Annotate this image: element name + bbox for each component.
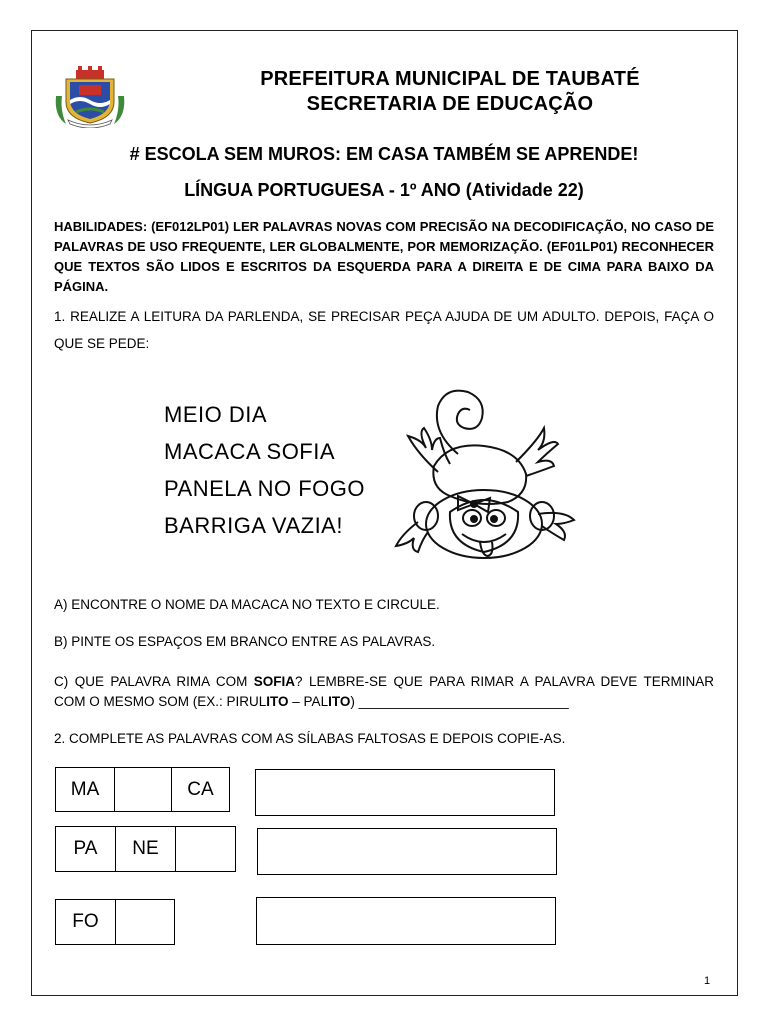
poem-line: BARRIGA VAZIA! bbox=[164, 513, 343, 538]
syllable-cell: FO bbox=[55, 899, 116, 945]
word-copy-box[interactable] bbox=[256, 897, 556, 945]
monkey-illustration-icon bbox=[388, 384, 608, 569]
syllable-cell: CA bbox=[171, 767, 230, 812]
item-c-text: – PAL bbox=[288, 694, 329, 709]
item-a: A) ENCONTRE O NOME DA MACACA NO TEXTO E CIRCULE. bbox=[54, 597, 440, 612]
item-c bbox=[54, 672, 714, 712]
department-name: SECRETARIA DE EDUCAÇÃO bbox=[306, 93, 594, 115]
municipality-name: PREFEITURA MUNICIPAL DE TAUBATÉ bbox=[260, 68, 640, 90]
item-c-bold: ITO bbox=[328, 694, 351, 709]
item-c-bold: ITO bbox=[266, 694, 289, 709]
word-copy-box[interactable] bbox=[257, 828, 557, 875]
item-c-text: ? LEMBRE-SE QUE PARA RIMAR A PALAVRA DEVE TERMINAR COM O MESMO SOM (EX.: PIRUL bbox=[54, 674, 714, 709]
poem-line: MEIO DIA bbox=[164, 402, 268, 427]
subject-title: LÍNGUA PORTUGUESA - 1º ANO (Atividade 22) bbox=[184, 180, 584, 200]
poem-line: MACACA SOFIA bbox=[164, 439, 336, 464]
answer-line[interactable]: ) ____________________________ bbox=[350, 694, 569, 709]
item-c-bold: SOFIA bbox=[253, 674, 296, 689]
item-c-text: C) QUE PALAVRA RIMA COM bbox=[54, 674, 254, 689]
syllable-cell: PA bbox=[55, 826, 116, 872]
syllable-cell: NE bbox=[115, 826, 176, 872]
page-number: 1 bbox=[704, 975, 711, 987]
campaign-title: # ESCOLA SEM MUROS: EM CASA TAMBÉM SE APRENDE! bbox=[129, 144, 639, 164]
syllable-blank-cell[interactable] bbox=[175, 826, 236, 872]
item-b: B) PINTE OS ESPAÇOS EM BRANCO ENTRE AS PALAVRAS. bbox=[54, 634, 436, 649]
poem-line: PANELA NO FOGO bbox=[164, 476, 365, 501]
skills-description: HABILIDADES: (EF012LP01) LER PALAVRAS NOVAS COM PRECISÃO NA DECODIFICAÇÃO, NO CASO DE PALAVRAS DE USO FREQUENTE, LER GLOBALMENTE, POR MEMORIZAÇÃO. (EF01LP01) RECONHECER QUE TEXTOS SÃO LIDOS E ESCRITOS DA ESQUERDA PARA A DIREITA E DE CIMA PARA BAIXO DA PÁGINA. bbox=[54, 219, 714, 294]
word-copy-box[interactable] bbox=[255, 769, 555, 816]
syllable-blank-cell[interactable] bbox=[115, 899, 175, 945]
question-1: 1. REALIZE A LEITURA DA PARLENDA, SE PRECISAR PEÇA AJUDA DE UM ADULTO. DEPOIS, FAÇA O QUE SE PEDE: bbox=[54, 309, 714, 351]
syllable-blank-cell[interactable] bbox=[114, 767, 172, 812]
municipal-seal-icon bbox=[52, 66, 128, 128]
syllable-cell: MA bbox=[55, 767, 115, 812]
poem bbox=[164, 396, 365, 544]
question-2: 2. COMPLETE AS PALAVRAS COM AS SÍLABAS FALTOSAS E DEPOIS COPIE-AS. bbox=[54, 731, 566, 746]
